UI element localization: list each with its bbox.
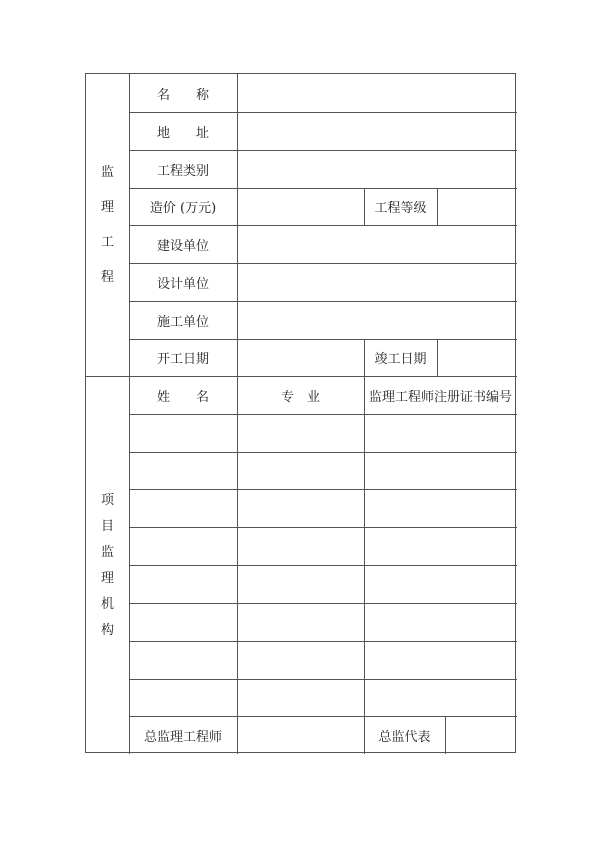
section-org-char-2: 目 bbox=[100, 518, 114, 534]
project-address-label: 地 址 bbox=[156, 125, 209, 141]
staff-cell[interactable] bbox=[237, 679, 364, 716]
staff-cell[interactable] bbox=[237, 527, 364, 565]
project-builder-field[interactable] bbox=[237, 225, 517, 263]
staff-cell[interactable] bbox=[129, 603, 237, 641]
staff-cell[interactable] bbox=[129, 565, 237, 603]
supervision-form bbox=[85, 73, 516, 753]
project-category-label: 工程类别 bbox=[156, 163, 209, 179]
deputy-label: 总监代表 bbox=[378, 729, 431, 745]
project-builder-label: 建设单位 bbox=[156, 238, 209, 254]
grid-line bbox=[129, 527, 517, 528]
project-name-field[interactable] bbox=[237, 74, 517, 112]
project-constructor-label: 施工单位 bbox=[156, 314, 209, 330]
project-grade-label: 工程等级 bbox=[374, 201, 427, 216]
grid-line bbox=[129, 603, 517, 604]
staff-cell[interactable] bbox=[129, 414, 237, 452]
grid-line bbox=[129, 263, 517, 264]
staff-cell[interactable] bbox=[237, 489, 364, 527]
section-project-char-2: 理 bbox=[100, 200, 114, 215]
section-org-char-6: 构 bbox=[100, 622, 114, 638]
staff-cell[interactable] bbox=[129, 641, 237, 679]
grid-line bbox=[129, 112, 517, 113]
project-grade-field[interactable] bbox=[437, 188, 517, 225]
staff-cell[interactable] bbox=[237, 565, 364, 603]
staff-cell[interactable] bbox=[237, 414, 364, 452]
staff-cell[interactable] bbox=[364, 452, 517, 489]
staff-cell[interactable] bbox=[237, 603, 364, 641]
staff-cell[interactable] bbox=[364, 565, 517, 603]
section-project-char-1: 监 bbox=[100, 165, 114, 180]
project-cost-label: 造价 (万元) bbox=[149, 201, 217, 216]
project-end-field[interactable] bbox=[437, 339, 517, 376]
grid-line bbox=[129, 641, 517, 642]
staff-cell[interactable] bbox=[364, 489, 517, 527]
staff-cell[interactable] bbox=[364, 603, 517, 641]
header-cert-number: 监理工程师注册证书编号 bbox=[368, 389, 512, 405]
project-start-field[interactable] bbox=[237, 339, 364, 376]
header-name: 姓 名 bbox=[156, 389, 209, 405]
grid-line bbox=[129, 565, 517, 566]
project-address-field[interactable] bbox=[237, 112, 517, 150]
staff-cell[interactable] bbox=[237, 452, 364, 489]
chief-engineer-field[interactable] bbox=[237, 716, 364, 754]
staff-cell[interactable] bbox=[129, 452, 237, 489]
section-org-char-4: 理 bbox=[100, 570, 114, 586]
section-project-char-4: 程 bbox=[100, 270, 114, 285]
section-project-title bbox=[86, 74, 129, 376]
project-designer-field[interactable] bbox=[237, 263, 517, 301]
project-start-label: 开工日期 bbox=[156, 352, 209, 367]
project-constructor-field[interactable] bbox=[237, 301, 517, 339]
grid-line bbox=[437, 339, 438, 376]
grid-line bbox=[364, 188, 365, 225]
staff-cell[interactable] bbox=[364, 527, 517, 565]
section-org-char-3: 监 bbox=[100, 544, 114, 560]
grid-line bbox=[129, 679, 517, 680]
staff-cell[interactable] bbox=[237, 641, 364, 679]
grid-line bbox=[129, 414, 517, 415]
header-specialty: 专 业 bbox=[280, 389, 320, 405]
grid-line bbox=[129, 301, 517, 302]
staff-cell[interactable] bbox=[364, 414, 517, 452]
project-cost-field[interactable] bbox=[237, 188, 364, 225]
grid-line bbox=[86, 376, 517, 377]
grid-line bbox=[129, 150, 517, 151]
grid-line bbox=[364, 339, 365, 376]
staff-cell[interactable] bbox=[129, 489, 237, 527]
staff-cell[interactable] bbox=[129, 679, 237, 716]
staff-cell[interactable] bbox=[364, 641, 517, 679]
project-category-field[interactable] bbox=[237, 150, 517, 188]
grid-line bbox=[129, 452, 517, 453]
grid-line bbox=[129, 716, 517, 717]
grid-line bbox=[129, 339, 517, 340]
grid-line bbox=[129, 225, 517, 226]
section-project-char-3: 工 bbox=[100, 235, 114, 250]
grid-line bbox=[437, 188, 438, 225]
project-end-label: 竣工日期 bbox=[374, 352, 427, 367]
grid-line bbox=[129, 489, 517, 490]
section-org-char-5: 机 bbox=[100, 596, 114, 612]
chief-engineer-label: 总监理工程师 bbox=[143, 729, 222, 745]
project-name-label: 名 称 bbox=[156, 87, 209, 103]
section-org-char-1: 项 bbox=[100, 492, 114, 508]
grid-line bbox=[445, 716, 446, 754]
grid-line bbox=[129, 188, 517, 189]
deputy-field[interactable] bbox=[445, 716, 517, 754]
staff-cell[interactable] bbox=[129, 527, 237, 565]
project-designer-label: 设计单位 bbox=[156, 276, 209, 292]
section-org-title bbox=[86, 376, 129, 754]
staff-cell[interactable] bbox=[364, 679, 517, 716]
